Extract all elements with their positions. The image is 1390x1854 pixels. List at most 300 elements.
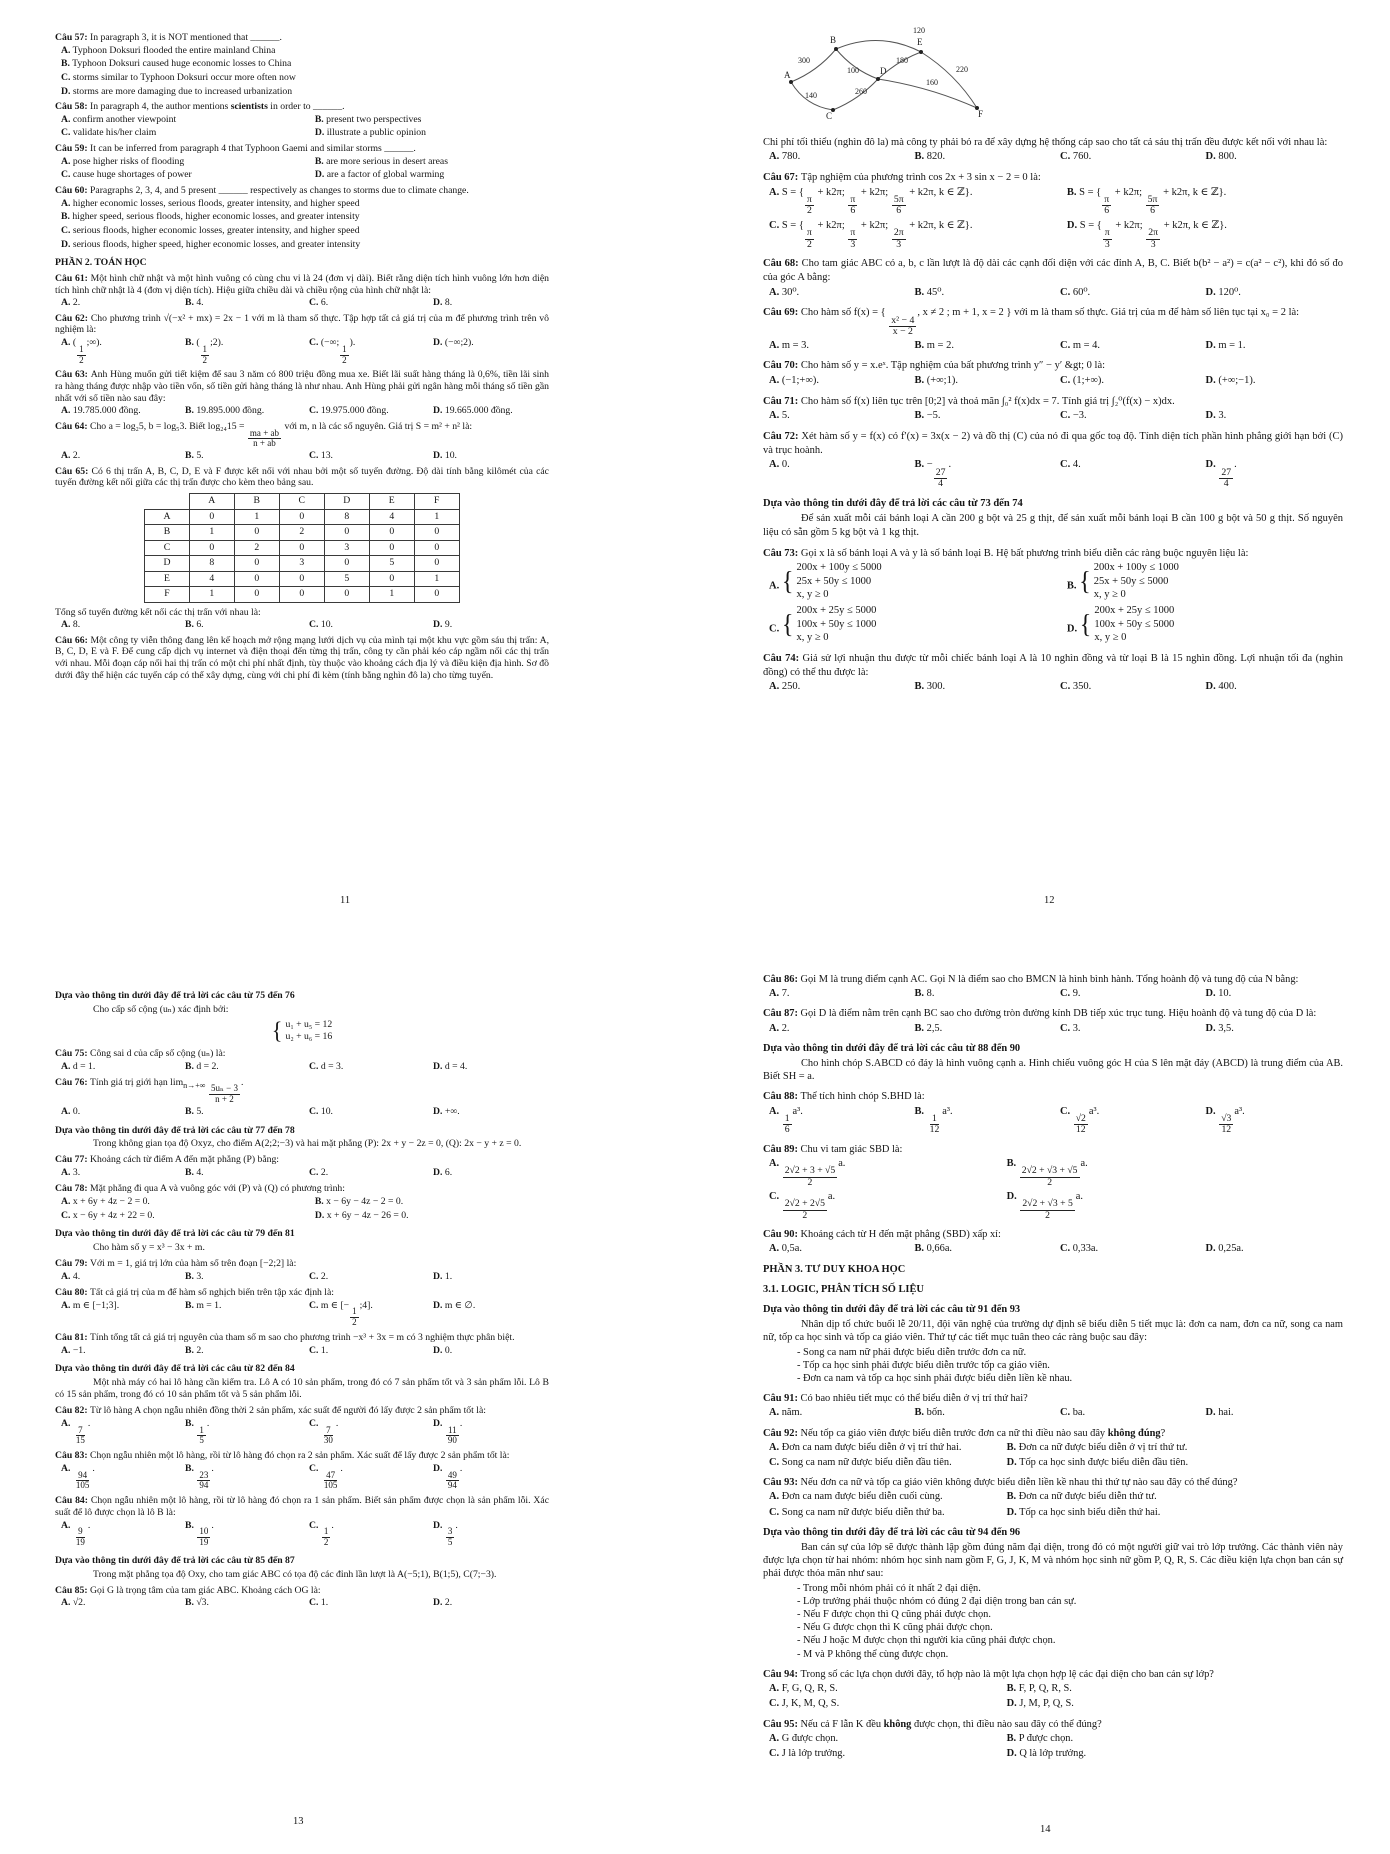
option-value: pose higher risks of flooding <box>72 155 185 167</box>
option-letter: C. <box>1060 1105 1071 1117</box>
fraction: $\frac{7}{15}$ <box>75 1424 85 1446</box>
section-heading: Dựa vào thông tin dưới đây để trả lời các câu từ 91 đến 93 <box>763 1304 1021 1316</box>
option-letter: B. <box>914 1407 925 1419</box>
option-letter: C. <box>309 450 319 462</box>
question <box>763 1718 1343 1761</box>
option-letter: A. <box>769 374 780 386</box>
cases-system <box>271 1016 333 1045</box>
answer-option <box>309 450 425 462</box>
question <box>763 973 1343 1000</box>
question <box>763 1427 1343 1470</box>
answer-options <box>55 114 549 139</box>
answer-option <box>185 1061 301 1073</box>
option-value: 0,25a. <box>1218 1243 1244 1255</box>
option-letter: C. <box>309 1519 319 1531</box>
option-value: higher economic losses, serious floods, greater intensity, and higher speed <box>72 197 360 209</box>
option-value: d = 2. <box>196 1060 219 1072</box>
option-letter: B. <box>314 155 324 167</box>
option-letter: D. <box>314 1209 325 1221</box>
table-cell: 1 <box>234 509 279 525</box>
answer-option <box>1060 1105 1198 1136</box>
answer-option <box>61 1106 177 1118</box>
answer-option <box>315 156 549 168</box>
option-letter: D. <box>1205 339 1216 351</box>
option-letter: C. <box>309 1462 319 1474</box>
option-value: 7. <box>781 988 790 1000</box>
answer-option <box>61 127 307 139</box>
option-letter: D. <box>61 85 71 97</box>
table-header-cell: B <box>234 494 279 510</box>
node-B <box>834 47 838 51</box>
question-text: Cho tam giác ABC có a, b, c lần lượt là độ dài các cạnh đối diện với các đỉnh A, B, C. Biết b(b² − a²) = c(a² − c²), khi đó số đo của góc A bằng: <box>763 258 1343 284</box>
option-value: Đơn ca nữ được biểu diễn ở vị trí thứ tư. <box>1018 1441 1188 1453</box>
option-letter: B. <box>185 450 194 462</box>
answer-option <box>769 186 1059 217</box>
question <box>763 1007 1343 1034</box>
option-letter: C. <box>769 1191 780 1203</box>
question-text: Một hình chữ nhật và một hình vuông có cùng chu vi là 24 (đơn vị dài). Biết rằng diện tích hình vuông lớn hơn diện tích hình chữ nhật là 4 (đơn vị diện tích). Hiệu giữa chiều dài và chiều rộng của hình chữ nhật là: <box>55 272 549 296</box>
question-label: Câu 85: <box>55 1584 90 1596</box>
answer-option <box>1007 1157 1351 1188</box>
answer-option <box>1206 1406 1344 1419</box>
answer-option <box>1060 150 1198 164</box>
answer-option <box>433 1061 549 1073</box>
cases-line: x, y ≥ 0 <box>1094 632 1127 644</box>
option-value: −5. <box>926 410 941 422</box>
option-value: 6. <box>196 619 204 631</box>
option-value: S = { $\frac{\pi}{2}$ + k2π; $\frac{\pi}{3}$ + k2π; $\frac{2\pi}{3}$ + k2π, k ∈ ℤ}. <box>781 219 973 250</box>
answer-options <box>763 1441 1343 1469</box>
option-letter: C. <box>1060 1022 1071 1034</box>
option-letter: A. <box>61 619 71 631</box>
answer-option <box>769 409 907 423</box>
fraction: $\frac{9}{19}$ <box>75 1526 85 1548</box>
question-text: Giả sử lợi nhuận thu được từ mỗi chiếc bánh loại A là 10 nghìn đồng và từ loại B là 15 nghìn đồng. Lợi nhuận tối đa (nghìn đồng) có thể thu được là: <box>763 653 1344 678</box>
question-label: Câu 83: <box>55 1449 90 1461</box>
answer-option <box>769 219 1059 250</box>
question <box>763 547 1343 645</box>
table-cell: 2 <box>279 525 324 541</box>
fraction: $\frac{1}{12}$ <box>929 1112 940 1136</box>
option-value: $\frac{94}{105}$ . <box>73 1463 95 1474</box>
question-label: Câu 80: <box>55 1286 90 1298</box>
option-letter: B. <box>185 1167 194 1179</box>
option-letter: C. <box>1060 1407 1071 1419</box>
question <box>763 359 1343 387</box>
edge-A-B <box>791 49 836 82</box>
node-label-A: A <box>784 70 791 80</box>
fraction: $\frac{ma + ab}{n + ab}$ <box>249 427 280 449</box>
option-value: F, G, Q, R, S. <box>781 1683 838 1695</box>
option-value: (−1;+∞). <box>781 374 819 386</box>
question-label: Câu 67: <box>763 171 801 183</box>
answer-option <box>185 619 301 631</box>
answer-options <box>763 1406 1343 1419</box>
option-value: 250. <box>781 681 801 693</box>
answer-option <box>1060 286 1198 300</box>
brace-glyph: { <box>1079 566 1091 597</box>
option-value: m ∈ [− $\frac{1}{2}$ ;4]. <box>320 1299 373 1328</box>
answer-options <box>55 156 549 181</box>
answer-option <box>61 239 549 251</box>
node-label-B: B <box>830 35 837 45</box>
section-heading: Dựa vào thông tin dưới đây để trả lời các câu từ 82 đến 84 <box>55 1363 295 1375</box>
page-number: 14 <box>1040 1824 1051 1835</box>
option-value: 0. <box>72 1105 81 1117</box>
option-letter: D. <box>1205 374 1216 386</box>
option-value: (+∞;−1). <box>1218 374 1256 386</box>
option-letter: A. <box>61 337 71 349</box>
answer-option <box>1067 219 1343 250</box>
question-text: Một công ty viễn thông đang lên kế hoạch mở rộng mạng lưới dịch vụ của mình tại một khu vực gồm sáu thị trấn: A, B, C, D, E và F. Để cung cấp dịch vụ internet và điện thoại đến từng thị trấn, công ty cần phải kéo cáp ngầm nối các thị trấn với nhau. Mỗi đoạn cáp nối hai thị trấn có một chi phí nhất định, tùy thuộc vào khoảng cách địa lý và điều kiện địa hình. Sơ đồ dưới đây thể hiện các tuyến cáp có thể xây dựng, cùng với chi phí đi kèm (tính bằng nghìn đô la) cho từng tuyến. <box>55 634 549 681</box>
answer-option <box>61 1345 177 1357</box>
option-letter: D. <box>1066 219 1078 231</box>
constraint-item: - Trong mỗi nhóm phải có ít nhất 2 đại diện. <box>797 1582 981 1594</box>
answer-option <box>315 169 549 181</box>
answer-option <box>769 604 1059 645</box>
question-text: Chi phí tối thiểu (nghìn đô la) mà công ty phải bỏ ra để xây dựng hệ thống cáp sao cho tất cả sáu thị trấn đều được kết nối với nhau là: <box>763 136 1328 148</box>
fraction: $\frac{2√2 + 2√5}{2}$ <box>784 1198 825 1221</box>
answer-option <box>61 72 549 84</box>
answer-options <box>763 458 1343 489</box>
fraction: $\frac{1}{2}$ <box>323 1526 329 1548</box>
option-letter: D. <box>1006 1506 1017 1518</box>
answer-option <box>1206 1105 1344 1136</box>
paragraph: Trong mặt phẳng tọa độ Oxy, cho tam giác ABC có tọa độ các đỉnh lần lượt là A(−5;1), B(1;5), C(7;−3). <box>93 1568 497 1580</box>
answer-option <box>915 1105 1053 1136</box>
page-number: 13 <box>293 1816 304 1827</box>
option-value: √3. <box>196 1597 209 1609</box>
answer-option <box>309 1597 425 1609</box>
answer-option <box>309 337 425 365</box>
option-letter: C. <box>1060 459 1071 471</box>
table-row <box>145 587 460 603</box>
option-value: 0,33a. <box>1072 1243 1099 1255</box>
question <box>55 1258 549 1283</box>
option-letter: C. <box>309 1105 319 1117</box>
edge-weight-C-D: 260 <box>855 87 867 96</box>
question <box>763 257 1343 299</box>
option-letter: B. <box>185 405 194 417</box>
option-letter: B. <box>1006 1491 1017 1503</box>
option-value: ( $\frac{1}{2}$ ;2). <box>196 337 224 365</box>
question-text: Với m = 1, giá trị lớn của hàm số trên đoạn [−2;2] là: <box>90 1258 297 1270</box>
fraction: $\frac{2√2 + √3 + √5}{2}$ <box>1021 1165 1078 1188</box>
answer-option <box>61 297 177 309</box>
option-value: cause huge shortages of power <box>72 169 192 181</box>
question-label: Câu 69: <box>763 307 801 319</box>
cases-lines <box>1094 604 1174 645</box>
option-value: 60⁰. <box>1072 286 1091 298</box>
question-label: Câu 61: <box>55 272 91 284</box>
option-letter: C. <box>769 1457 780 1469</box>
answer-option <box>1206 987 1344 1000</box>
paragraph: Cho hàm số y = x³ − 3x + m. <box>93 1242 205 1254</box>
answer-options <box>55 297 549 309</box>
question-label: Câu 82: <box>55 1404 90 1416</box>
cases-line: 25x + 50y ≤ 5000 <box>1093 575 1169 587</box>
question-text: Paragraphs 2, 3, 4, and 5 present ______ respectively as changes to storms due to climate change. <box>90 185 469 197</box>
answer-option <box>1007 1441 1351 1454</box>
option-value: P được chọn. <box>1018 1732 1074 1744</box>
option-letter: C. <box>309 1344 319 1356</box>
option-letter: A. <box>61 1167 71 1179</box>
page-13 <box>55 983 549 1609</box>
node-label-D: D <box>880 66 887 76</box>
option-value: storms are more damaging due to increased urbanization <box>72 85 293 97</box>
answer-option <box>915 339 1053 353</box>
option-letter: B. <box>1066 186 1077 198</box>
question-text: Nếu đơn ca nữ và tốp ca giáo viên không được biểu diễn liền kề nhau thì thứ tự nào sau đây có thể đúng? <box>800 1477 1238 1489</box>
question-text: Anh Hùng muốn gửi tiết kiệm để sau 3 năm có 800 triệu đồng mua xe. Biết lãi suất hàng tháng là 0,6%, tiền lãi sinh ra hàng tháng được nhập vào tiền vốn, số tiền gửi hàng tháng là như nhau. Anh Hùng phải gửi ngân hàng mỗi tháng số tiền gần nhất với số tiền nào sau đây: <box>55 369 549 404</box>
fraction: $\frac{2√2 + 3 + √5}{2}$ <box>784 1165 836 1188</box>
option-letter: C. <box>309 619 319 631</box>
answer-option <box>61 1597 177 1609</box>
answer-option <box>915 409 1053 423</box>
option-value: x + 6y − 4z − 26 = 0. <box>326 1209 409 1221</box>
question-text: Cho hàm số f(x) liên tục trên [0;2] và thoả mãn ∫₀² f(x)dx = 7. Tính giá trị ∫₂⁰(f(x) − x)dx. <box>800 395 1175 407</box>
question-label: Câu 92: <box>763 1427 801 1439</box>
answer-option <box>1206 1242 1344 1255</box>
option-value: J, K, M, Q, S. <box>781 1698 840 1710</box>
answer-options <box>763 1732 1343 1760</box>
answer-option <box>185 405 301 417</box>
question <box>55 1048 549 1073</box>
answer-option <box>433 450 549 462</box>
question-text: Thể tích hình chóp S.BHD là: <box>800 1091 925 1103</box>
option-value: m = 1. <box>1218 339 1246 351</box>
question-label: Câu 75: <box>55 1047 90 1059</box>
option-value: $\frac{49}{94}$ . <box>445 1463 462 1474</box>
answer-option <box>315 1210 549 1222</box>
question-text: Tất cả giá trị của m để hàm số nghịch biến trên tập xác định là: <box>90 1286 334 1298</box>
question-label: Câu 68: <box>763 258 802 270</box>
section-heading: Dựa vào thông tin dưới đây để trả lời các câu từ 75 đến 76 <box>55 990 295 1001</box>
option-value: d = 1. <box>72 1060 96 1072</box>
option-value: $\frac{1}{6}$ a³. <box>782 1106 803 1117</box>
answer-options <box>55 405 549 417</box>
option-value: $\frac{2√2 + √3 + 5}{2}$ a. <box>1019 1191 1083 1202</box>
option-value: m ∈ [−1;3]. <box>72 1299 120 1311</box>
table-cell: 0 <box>234 571 279 587</box>
edge-B-E <box>836 40 921 52</box>
option-value: 19.975.000 đồng. <box>320 405 389 417</box>
question-label: Câu 91: <box>763 1393 801 1405</box>
answer-options <box>763 1490 1343 1518</box>
option-value: 9. <box>1072 988 1081 1000</box>
paragraph: Trong không gian tọa độ Oxyz, cho điểm A(2;2;−3) và hai mặt phẳng (P): 2x + y − 2z = 0, (Q): 2x − y + z = 0. <box>93 1138 522 1150</box>
fraction: $\frac{√2}{12}$ <box>1075 1112 1086 1136</box>
cases-line: x, y ≥ 0 <box>796 632 829 644</box>
answer-option <box>433 405 549 417</box>
answer-option <box>61 1463 177 1491</box>
option-letter: B. <box>61 58 70 70</box>
option-letter: D. <box>1205 459 1216 471</box>
answer-option <box>61 45 549 57</box>
page-14 <box>763 966 1343 1760</box>
question-label: Câu 60: <box>55 185 90 197</box>
question <box>55 1585 549 1610</box>
cases-line: u₁ + u₅ = 12 <box>285 1018 333 1030</box>
answer-option <box>1060 409 1198 423</box>
option-letter: B. <box>185 1462 194 1474</box>
question-label: Câu 59: <box>55 143 90 155</box>
fraction: $\frac{27}{4}$ <box>935 466 946 490</box>
distance-table <box>144 493 460 603</box>
option-value: $\frac{11}{90}$ . <box>445 1418 462 1429</box>
question <box>55 273 549 309</box>
option-letter: C. <box>769 219 780 231</box>
answer-option <box>433 619 549 631</box>
option-letter: A. <box>61 44 71 56</box>
question <box>55 1405 549 1446</box>
option-value: $\frac{√2}{12}$ a³. <box>1073 1106 1099 1117</box>
answer-option <box>61 211 549 223</box>
option-letter: C. <box>309 1597 319 1609</box>
question-text: Có 6 thị trấn A, B, C, D, E và F được kết nối với nhau bởi một số tuyến đường. Độ dài tính bằng kilômét của các tuyến đường kết nối giữa các thị trấn được cho kèm theo bảng sau. <box>55 465 549 489</box>
option-value: are more serious in desert areas <box>326 155 449 167</box>
option-value: (+∞;1). <box>926 374 958 386</box>
question <box>763 1228 1343 1255</box>
fraction: $\frac{3}{5}$ <box>447 1526 453 1548</box>
option-value: illustrate a public opinion <box>326 127 426 139</box>
table-cell: 0 <box>324 525 369 541</box>
option-value: 45⁰. <box>926 286 945 298</box>
answer-options <box>55 1196 549 1222</box>
option-letter: D. <box>433 405 443 417</box>
option-letter: D. <box>433 450 443 462</box>
option-value: Song ca nam nữ được biểu diễn đầu tiên. <box>781 1457 952 1469</box>
answer-option <box>1007 1747 1351 1760</box>
option-value: 3. <box>1218 410 1227 422</box>
option-value: 6. <box>320 297 329 309</box>
fraction: $\frac{1}{2}$ <box>342 343 347 365</box>
answer-option <box>61 405 177 417</box>
option-letter: B. <box>914 339 925 351</box>
section-heading: PHẦN 3. TƯ DUY KHOA HỌC <box>763 1263 906 1275</box>
option-value: 1. <box>444 1270 453 1282</box>
answer-option <box>1206 339 1344 353</box>
option-letter: D. <box>1006 1747 1017 1759</box>
option-value: are a factor of global warming <box>326 169 445 181</box>
answer-option <box>915 987 1053 1000</box>
answer-options <box>55 1520 549 1548</box>
option-value: validate his/her claim <box>72 127 157 139</box>
section-heading: Dựa vào thông tin dưới đây để trả lời các câu từ 85 đến 87 <box>55 1554 295 1566</box>
option-value: $\frac{1}{2}$ . <box>321 1520 334 1531</box>
option-letter: D. <box>1006 1457 1017 1469</box>
option-value: 3. <box>196 1270 204 1282</box>
answer-options <box>55 1061 549 1073</box>
answer-options <box>55 198 549 251</box>
option-value: Typhoon Doksuri caused huge economic losses to China <box>72 58 292 70</box>
question-text: Cho phương trình √(−x² + mx) = 2x − 1 với m là tham số thực. Tập hợp tất cả giá trị của m để phương trình trên vô nghiệm là: <box>55 312 549 336</box>
option-value: 3,5. <box>1218 1022 1234 1034</box>
option-letter: B. <box>914 374 925 386</box>
answer-options <box>55 1463 549 1491</box>
option-letter: D. <box>1205 1407 1216 1419</box>
answer-option <box>1060 1406 1198 1419</box>
option-letter: A. <box>61 197 71 209</box>
option-value: 5. <box>196 1105 204 1117</box>
option-letter: A. <box>769 1683 780 1695</box>
option-value: x − 6y − 4z − 2 = 0. <box>326 1195 404 1207</box>
option-letter: C. <box>309 1417 319 1429</box>
table-header-row <box>145 494 460 510</box>
question-text: Nếu cả F lẫn K đều không được chọn, thì điều nào sau đây có thể đúng? <box>800 1718 1102 1730</box>
fraction: $\frac{5\pi}{6}$ <box>1147 193 1158 217</box>
option-value: 10. <box>1218 988 1232 1000</box>
question <box>55 607 549 631</box>
question-text: Cho hàm số f(x) = { $\frac{\text{x² − 4}}{x - 2}$ , x ≠ 2 ; m + 1, x = 2 } với m là tham số thực. Giá trị của m để hàm số liên tục tại x₀ = 2 là: <box>800 307 1300 338</box>
option-letter: B. <box>314 1195 324 1207</box>
option-value: 1. <box>320 1344 329 1356</box>
option-value: 2. <box>72 297 81 309</box>
answer-option <box>1067 561 1343 602</box>
option-value: 120⁰. <box>1218 286 1241 298</box>
table-cell: 5 <box>369 556 414 572</box>
answer-options <box>763 186 1343 251</box>
option-value: 1. <box>320 1597 329 1609</box>
question-text: Khoảng cách từ H đến mặt phẳng (SBD) xấp xỉ: <box>800 1229 1001 1241</box>
brace-glyph: { <box>781 609 794 639</box>
cases-system <box>782 561 882 602</box>
question-text: Từ lô hàng A chọn ngẫu nhiên đồng thời 2 sản phẩm, xác suất để người đó lấy được 2 sản phẩm tốt là: <box>90 1404 486 1416</box>
answer-option <box>769 561 1059 602</box>
question <box>763 136 1343 164</box>
question <box>763 1668 1343 1711</box>
fraction: $\frac{2\pi}{3}$ <box>1148 227 1159 250</box>
answer-option <box>433 1345 549 1357</box>
answer-option <box>433 297 549 309</box>
answer-option <box>61 1418 177 1446</box>
option-letter: D. <box>1205 1022 1216 1034</box>
question-label: Câu 65: <box>55 465 92 477</box>
question-label: Câu 70: <box>763 360 801 372</box>
question <box>55 101 549 139</box>
page-11 <box>55 28 549 681</box>
cases-system <box>1080 604 1175 645</box>
table-corner-cell <box>145 494 190 510</box>
edge-weight-B-E: 120 <box>913 26 925 35</box>
cases-line: x, y ≥ 0 <box>796 589 829 601</box>
answer-option <box>185 1106 301 1118</box>
answer-option <box>185 1271 301 1283</box>
answer-option <box>315 127 549 139</box>
brace-glyph: { <box>781 566 794 597</box>
question-text: Gọi G là trọng tâm của tam giác ABC. Khoảng cách OG là: <box>90 1584 321 1596</box>
option-letter: B. <box>185 1344 194 1356</box>
question <box>55 1077 549 1118</box>
option-value: bốn. <box>926 1407 945 1419</box>
answer-option <box>1206 1022 1344 1035</box>
answer-option <box>309 405 425 417</box>
option-value: m = 4. <box>1072 339 1101 351</box>
answer-option <box>1206 458 1344 489</box>
answer-option <box>1007 1697 1351 1710</box>
option-letter: B. <box>1006 1441 1017 1453</box>
answer-option <box>1060 458 1198 489</box>
answer-option <box>1007 1732 1351 1745</box>
constraint-list <box>763 1346 1343 1386</box>
table-cell: 8 <box>189 556 234 572</box>
answer-option <box>769 1506 999 1519</box>
answer-option <box>769 987 907 1000</box>
option-value: Tốp ca học sinh biểu diễn thứ hai. <box>1019 1506 1161 1518</box>
answer-option <box>61 198 549 210</box>
fraction: $\frac{2\pi}{3}$ <box>893 227 904 250</box>
option-letter: D. <box>1006 1191 1017 1203</box>
